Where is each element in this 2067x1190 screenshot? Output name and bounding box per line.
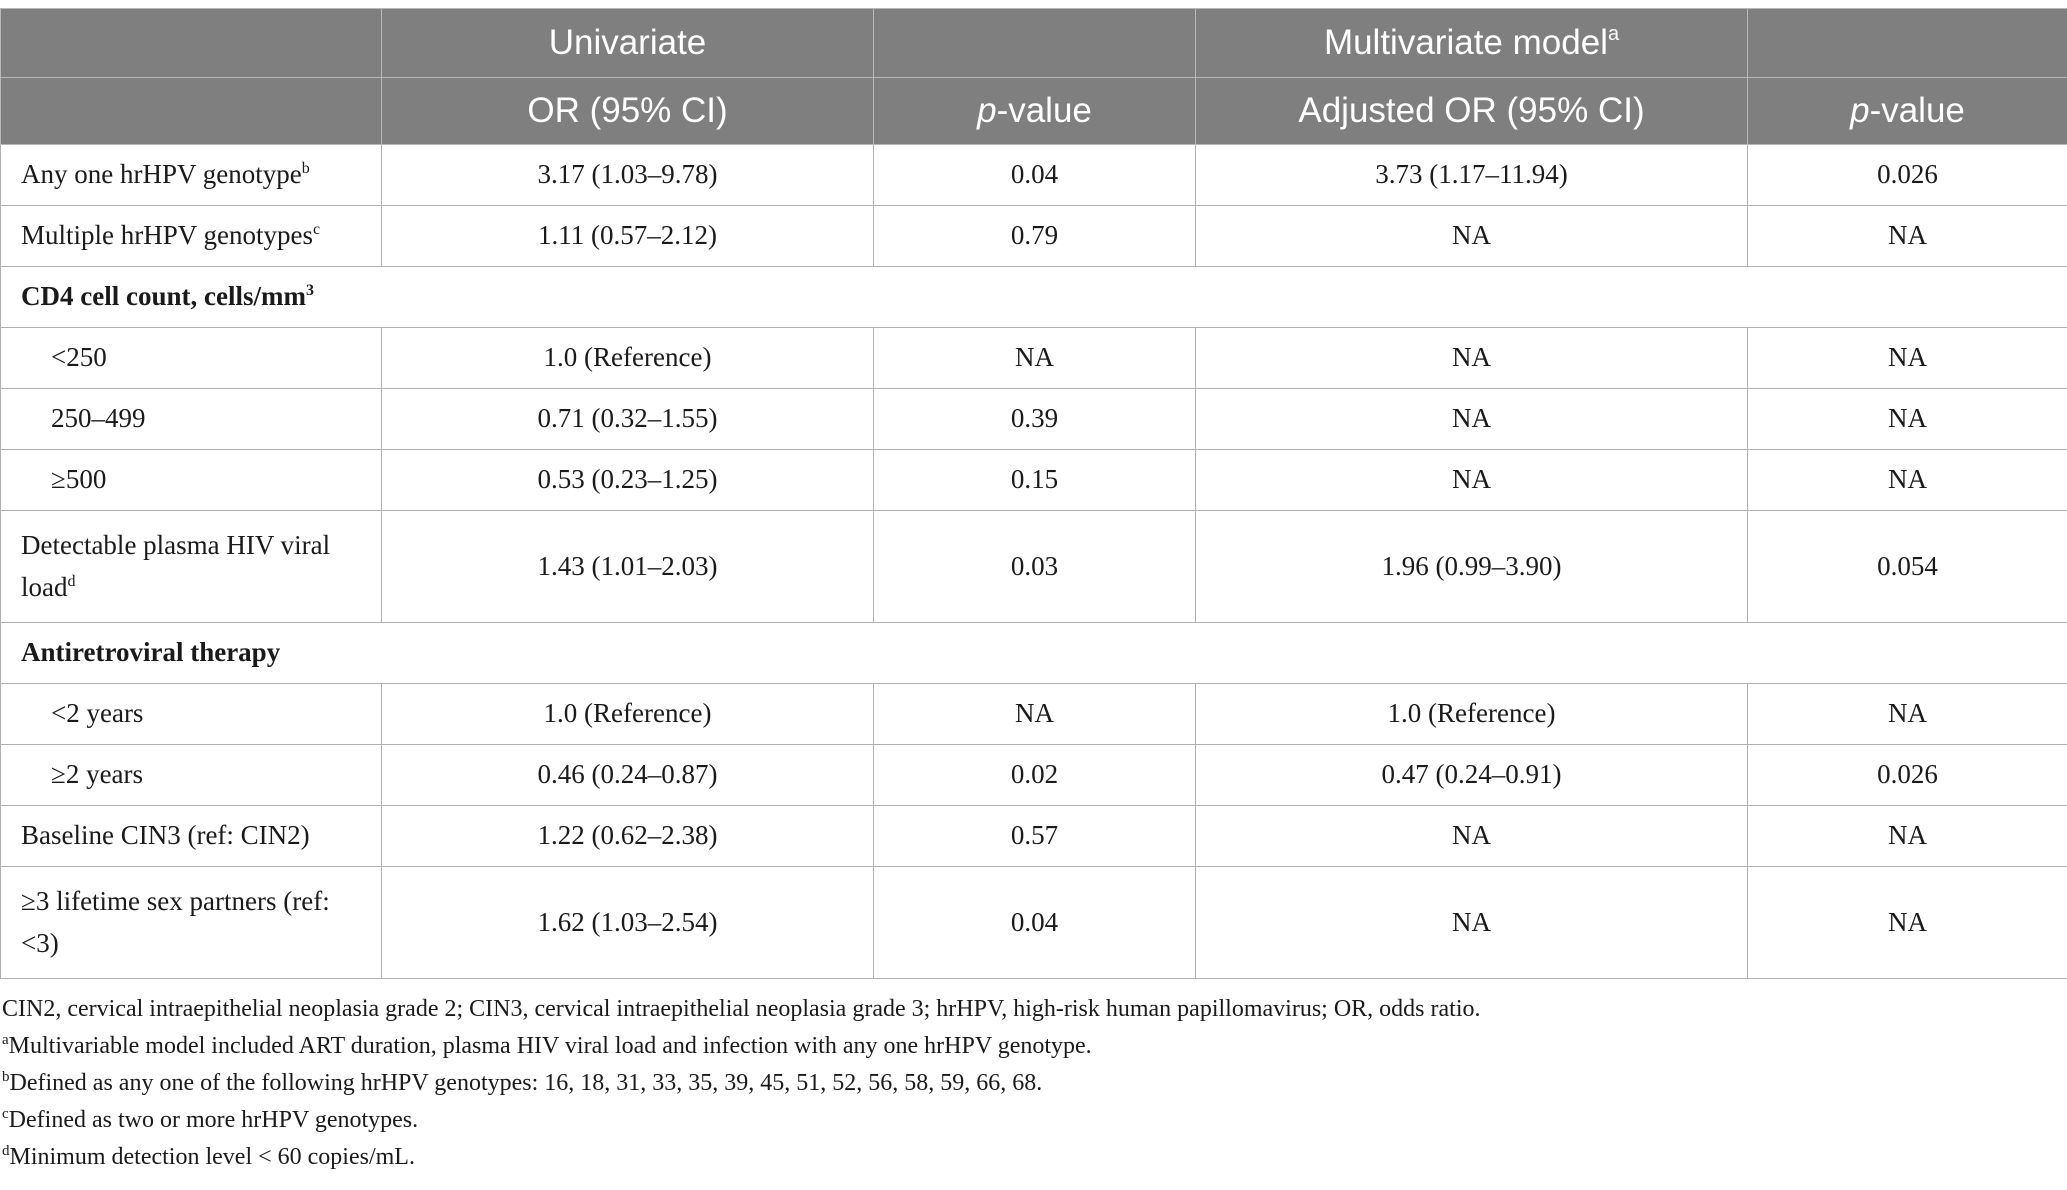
cell-p: 0.02 [874, 745, 1196, 806]
cell-p: 0.57 [874, 806, 1196, 867]
cell-or: 1.22 (0.62–2.38) [382, 806, 874, 867]
p-italic: p [977, 91, 997, 130]
cell-adjusted-or: 3.73 (1.17–11.94) [1196, 145, 1748, 206]
row-label-line1: ≥3 lifetime sex partners (ref: [21, 885, 330, 916]
table-row [1, 328, 2067, 389]
cell-or: 1.11 (0.57–2.12) [382, 206, 874, 267]
cell-adjusted-p: NA [1748, 328, 2067, 389]
section-heading: Antiretroviral therapy [1, 623, 2067, 684]
cell-adjusted-p: NA [1748, 806, 2067, 867]
cell-adjusted-or: 1.96 (0.99–3.90) [1196, 511, 1748, 623]
table-row [1, 806, 2067, 867]
footnote-text: Multivariable model included ART duration, plasma HIV viral load and infection with any one hrHPV genotype. [8, 1033, 1092, 1059]
footnote-d [2, 1139, 2067, 1176]
row-label-text: Multiple hrHPV genotypes [21, 220, 313, 251]
header-adjusted-p-value [1748, 78, 2067, 145]
footnote-text: Defined as two or more hrHPV genotypes. [8, 1107, 419, 1133]
footnote-marker: a [1607, 23, 1620, 45]
cell-p: 0.04 [874, 145, 1196, 206]
header-multivariate [1196, 9, 1748, 78]
cell-adjusted-p: 0.054 [1748, 511, 2067, 623]
footnote-marker: c [2, 1106, 9, 1122]
cell-adjusted-or: NA [1196, 206, 1748, 267]
section-heading [1, 267, 2067, 328]
header-empty-cell [1748, 9, 2067, 78]
cell-or: 1.0 (Reference) [382, 684, 874, 745]
cell-adjusted-p: NA [1748, 684, 2067, 745]
header-univariate-text: Univariate [548, 23, 707, 62]
cell-adjusted-p: 0.026 [1748, 745, 2067, 806]
footnote-marker: d [67, 572, 76, 590]
row-label-line2: load [21, 571, 68, 602]
cell-adjusted-p: NA [1748, 450, 2067, 511]
row-label: <250 [1, 328, 382, 389]
row-label-line2: <3) [21, 927, 59, 958]
cell-or: 0.53 (0.23–1.25) [382, 450, 874, 511]
section-heading-text: CD4 cell count, cells/mm [21, 281, 306, 312]
table-row [1, 867, 2067, 979]
results-table [0, 8, 2067, 979]
footnote-a [2, 1028, 2067, 1065]
header-empty-cell [874, 9, 1196, 78]
row-label: ≥2 years [1, 745, 382, 806]
cell-p: NA [874, 328, 1196, 389]
cell-or: 1.62 (1.03–2.54) [382, 867, 874, 979]
header-row-1 [1, 9, 2067, 78]
footnote-text: Defined as any one of the following hrHPV genotypes: 16, 18, 31, 33, 35, 39, 45, 51, 52, 56, 58, 59, 66, 68. [9, 1070, 1043, 1096]
cell-adjusted-p: NA [1748, 206, 2067, 267]
cell-adjusted-p: NA [1748, 389, 2067, 450]
table-row [1, 206, 2067, 267]
row-label [1, 867, 382, 979]
row-label: Baseline CIN3 (ref: CIN2) [1, 806, 382, 867]
header-empty-cell [1, 78, 382, 145]
cell-adjusted-p: 0.026 [1748, 145, 2067, 206]
cell-adjusted-or: 1.0 (Reference) [1196, 684, 1748, 745]
table-header [1, 9, 2067, 145]
row-label-line1: Detectable plasma HIV viral [21, 529, 331, 560]
row-label: ≥500 [1, 450, 382, 511]
table-row [1, 745, 2067, 806]
row-label: <2 years [1, 684, 382, 745]
header-p-value [874, 78, 1196, 145]
cell-p: 0.15 [874, 450, 1196, 511]
p-rest: -value [1869, 91, 1965, 130]
table-body [1, 145, 2067, 979]
cell-or: 0.71 (0.32–1.55) [382, 389, 874, 450]
p-italic: p [1850, 91, 1870, 130]
row-label-text: Any one hrHPV genotype [21, 159, 302, 190]
header-adjusted-or-ci: Adjusted OR (95% CI) [1196, 78, 1748, 145]
footnote-abbreviations: CIN2, cervical intraepithelial neoplasia grade 2; CIN3, cervical intraepithelial neoplasia grade 3; hrHPV, high-risk human papillomavirus; OR, odds ratio. [2, 996, 1481, 1022]
cell-adjusted-p: NA [1748, 867, 2067, 979]
footnote-marker: b [301, 160, 310, 178]
header-multivariate-text: Multivariate model [1323, 23, 1608, 62]
cell-p: 0.39 [874, 389, 1196, 450]
cell-adjusted-or: NA [1196, 867, 1748, 979]
cell-or: 3.17 (1.03–9.78) [382, 145, 874, 206]
row-label: 250–499 [1, 389, 382, 450]
footnote-b [2, 1065, 2067, 1102]
row-label [1, 206, 382, 267]
cell-or: 0.46 (0.24–0.87) [382, 745, 874, 806]
table-row [1, 389, 2067, 450]
table-container [0, 8, 2067, 1176]
row-label [1, 145, 382, 206]
cell-or: 1.43 (1.01–2.03) [382, 511, 874, 623]
footnote-text: Minimum detection level < 60 copies/mL. [9, 1144, 415, 1170]
cell-adjusted-or: 0.47 (0.24–0.91) [1196, 745, 1748, 806]
cell-adjusted-or: NA [1196, 389, 1748, 450]
footnote-c [2, 1102, 2067, 1139]
table-row [1, 511, 2067, 623]
section-row [1, 623, 2067, 684]
header-univariate [382, 9, 874, 78]
cell-or: 1.0 (Reference) [382, 328, 874, 389]
footnote-marker: d [2, 1143, 10, 1159]
cell-p: 0.79 [874, 206, 1196, 267]
row-label [1, 511, 382, 623]
table-row [1, 145, 2067, 206]
table-footnotes [0, 991, 2067, 1176]
p-rest: -value [996, 91, 1092, 130]
footnote-marker: a [2, 1032, 9, 1048]
cell-p: 0.03 [874, 511, 1196, 623]
footnote-marker: c [313, 221, 321, 239]
header-or-ci: OR (95% CI) [382, 78, 874, 145]
cell-p: 0.04 [874, 867, 1196, 979]
header-empty-cell [1, 9, 382, 78]
table-row [1, 450, 2067, 511]
section-row [1, 267, 2067, 328]
cell-adjusted-or: NA [1196, 328, 1748, 389]
cell-adjusted-or: NA [1196, 450, 1748, 511]
table-row [1, 684, 2067, 745]
header-row-2 [1, 78, 2067, 145]
superscript: 3 [305, 282, 314, 300]
footnote-marker: b [2, 1069, 10, 1085]
cell-adjusted-or: NA [1196, 806, 1748, 867]
cell-p: NA [874, 684, 1196, 745]
